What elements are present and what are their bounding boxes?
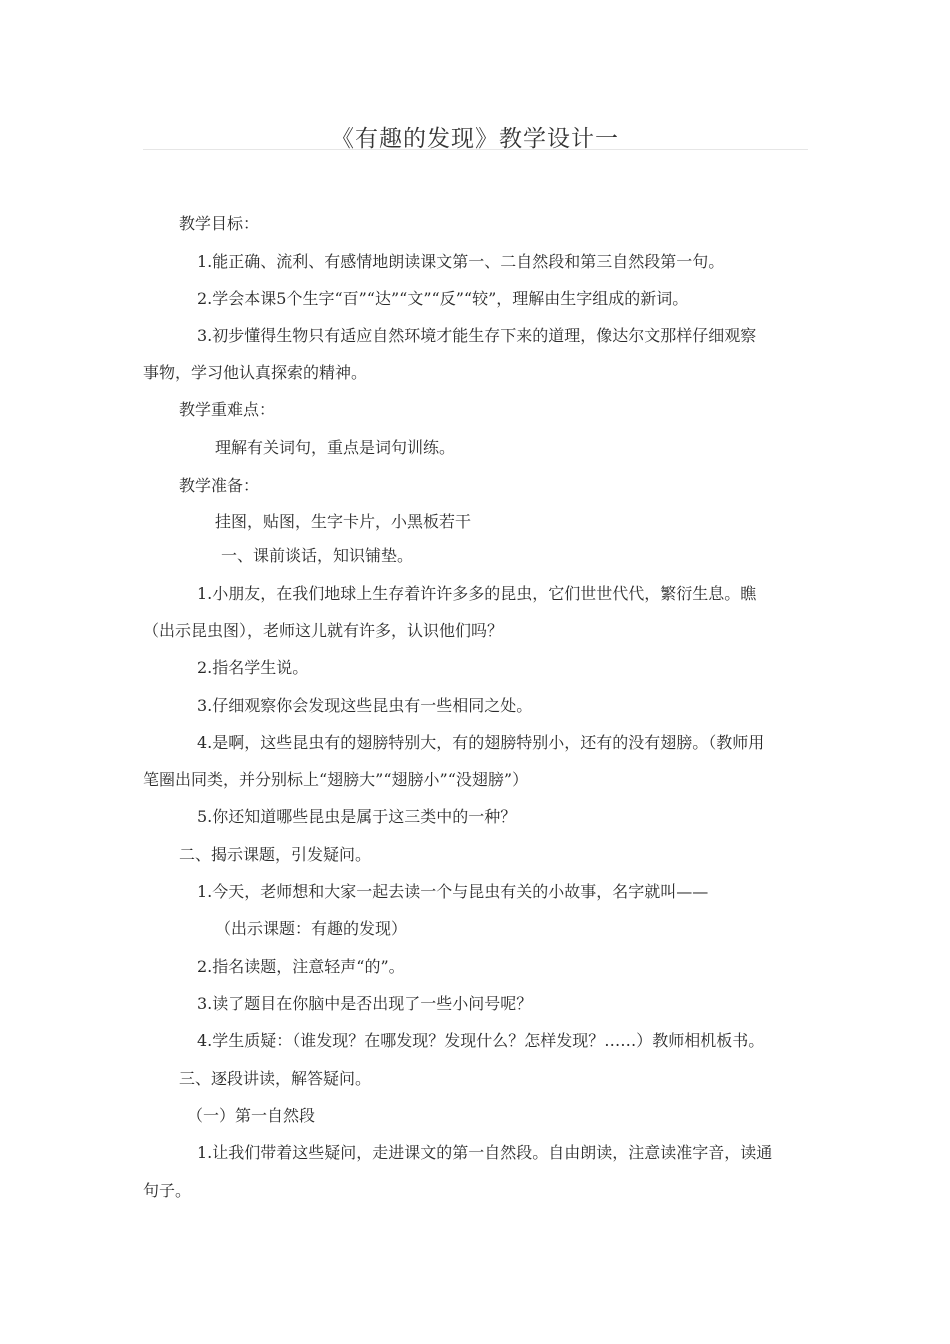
paragraph-line: 3.初步懂得生物只有适应自然环境才能生存下来的道理，像达尔文那样仔细观察 xyxy=(197,326,757,345)
paragraph-line: 笔圈出同类，并分别标上“翅膀大”“翅膀小”“没翅膀”） xyxy=(143,770,529,789)
subsection-heading: （一）第一自然段 xyxy=(187,1106,316,1125)
paragraph-line: 理解有关词句，重点是词句训练。 xyxy=(215,438,456,457)
title-divider xyxy=(143,149,808,150)
paragraph-line: 3.仔细观察你会发现这些昆虫有一些相同之处。 xyxy=(197,696,533,715)
paragraph-line: 4.学生质疑：（谁发现？在哪发现？发现什么？怎样发现？……）教师相机板书。 xyxy=(197,1031,765,1050)
section-heading: 二、揭示课题，引发疑问。 xyxy=(179,845,372,864)
paragraph-line: 2.学会本课5个生字“百”“达”“文”“反”“较”，理解由生字组成的新词。 xyxy=(197,289,689,308)
document-title: 《有趣的发现》教学设计一 xyxy=(331,126,619,152)
paragraph-line: 2.指名读题，注意轻声“的”。 xyxy=(197,957,405,976)
section-heading: 一、课前谈话，知识铺垫。 xyxy=(221,546,414,565)
paragraph-line: 句子。 xyxy=(143,1181,192,1200)
paragraph-line: 4.是啊，这些昆虫有的翅膀特别大，有的翅膀特别小，还有的没有翅膀。（教师用 xyxy=(197,733,765,752)
paragraph-line: 2.指名学生说。 xyxy=(197,658,309,677)
paragraph-line: 5.你还知道哪些昆虫是属于这三类中的一种？ xyxy=(197,807,517,826)
section-heading: 教学重难点： xyxy=(179,400,276,419)
paragraph-line: 事物，学习他认真探索的精神。 xyxy=(143,363,368,382)
paragraph-line: 1.让我们带着这些疑问，走进课文的第一自然段。自由朗读，注意读准字音，读通 xyxy=(197,1143,773,1162)
section-heading: 教学准备： xyxy=(179,476,260,495)
paragraph-line: （出示课题：有趣的发现） xyxy=(215,919,408,938)
section-heading: 三、逐段讲读，解答疑问。 xyxy=(179,1069,372,1088)
paragraph-line: 1.小朋友，在我们地球上生存着许许多多的昆虫，它们世世代代，繁衍生息。瞧 xyxy=(197,584,757,603)
paragraph-line: 3.读了题目在你脑中是否出现了一些小问号呢？ xyxy=(197,994,533,1013)
paragraph-line: （出示昆虫图），老师这儿就有许多，认识他们吗？ xyxy=(143,621,504,640)
paragraph-line: 挂图，贴图，生字卡片，小黑板若干 xyxy=(215,512,472,531)
section-heading: 教学目标： xyxy=(179,214,260,233)
paragraph-line: 1.能正确、流利、有感情地朗读课文第一、二自然段和第三自然段第一句。 xyxy=(197,252,725,271)
paragraph-line: 1.今天，老师想和大家一起去读一个与昆虫有关的小故事，名字就叫—— xyxy=(197,882,709,901)
